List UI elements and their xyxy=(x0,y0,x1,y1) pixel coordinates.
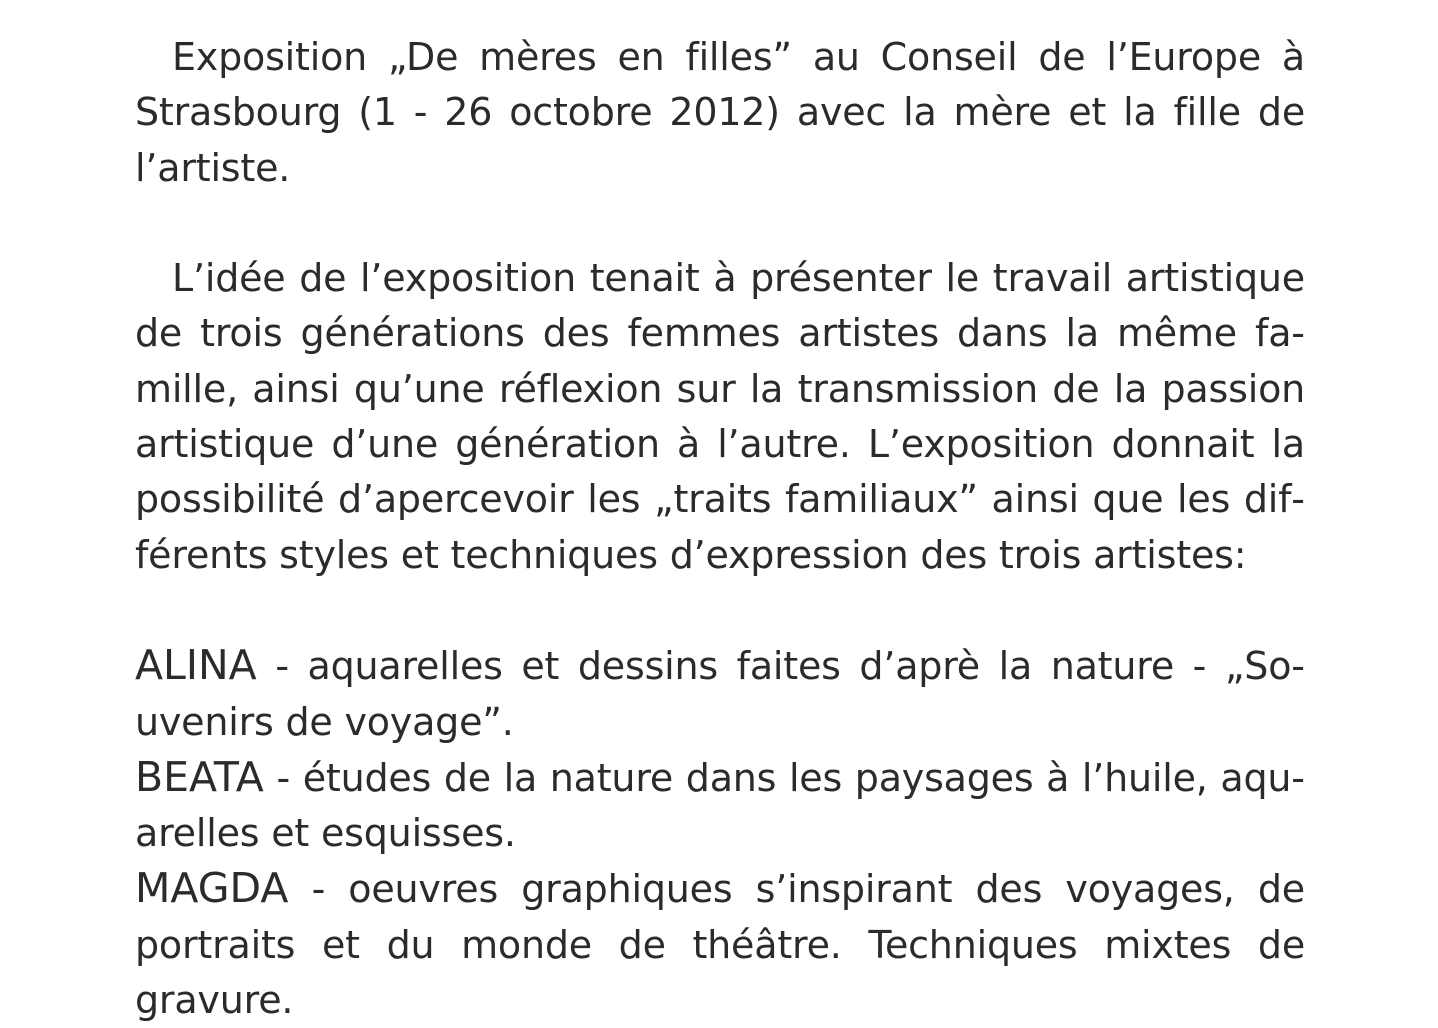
artist-entry-beata xyxy=(135,750,1305,862)
artist-name: ALINA xyxy=(135,641,257,690)
artist-name: BEATA xyxy=(135,752,264,801)
artist-name: MAGDA xyxy=(135,864,289,913)
artist-description: - études de la nature dans les paysages à l’huile, aquarelles et esquisses. xyxy=(135,755,1305,856)
artist-description: - aquarelles et dessins faites d’aprè la nature - „Souvenirs de voyage”. xyxy=(135,644,1305,744)
paragraph-spacer xyxy=(135,196,1305,251)
document-page xyxy=(135,30,1305,1028)
artist-entry-magda xyxy=(135,861,1305,1028)
artist-description: - oeuvres graphiques s’inspirant des voyages, de portraits et du monde de théâtre. Techniques mixtes de gravure. xyxy=(135,867,1305,1023)
intro-paragraph: Exposition „De mères en filles” au Conseil de l’Europe à Strasbourg (1 - 26 octobre 2012) avec la mère et la fille de l’artiste. xyxy=(135,35,1305,190)
paragraph-spacer xyxy=(135,583,1305,638)
artist-entry-alina xyxy=(135,638,1305,750)
description-paragraph: L’idée de l’exposition tenait à présenter le travail artistique de trois générations des femmes artistes dans la même famille, ainsi qu’une réflexion sur la transmission de la passion artistique d’une génération à l’autre. L’exposition donnait la possibilité d’apercevoir les „traits familiaux” ainsi que les différents styles et techniques d’expression des trois artistes: xyxy=(135,256,1305,577)
